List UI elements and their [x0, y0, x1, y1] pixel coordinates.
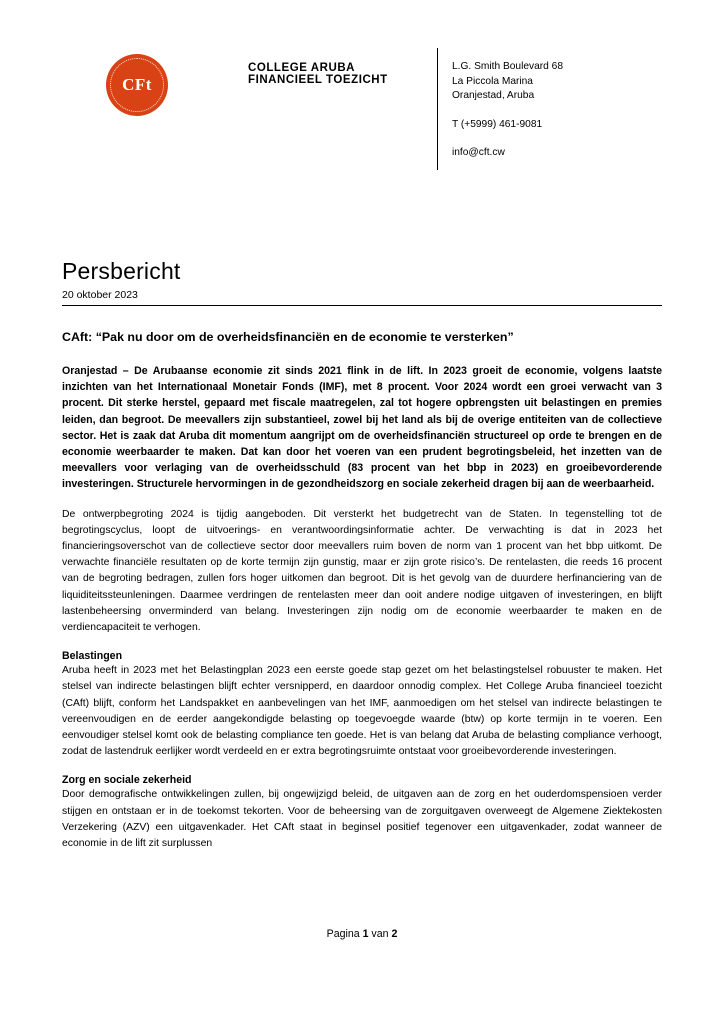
address-spacer	[452, 104, 662, 118]
lead-paragraph: Oranjestad – De Arubaanse economie zit sinds 2021 flink in de lift. In 2023 groeit de economie, volgens laatste inzichten van het Internationaal Monetair Fonds (IMF), met 8 procent. Voor 2024 wordt een groei verwacht van 3 procent. Dit sterke herstel, gepaard met fiscale maatregelen, zal tot hogere opbrengsten uit belastingen en premies leiden, dan begroot. De meevallers zijn substantieel, zowel bij het land als bij de overige entiteiten van de collectieve sector. Het is zaak dat Aruba dit momentum aangrijpt om de overheidsfinanciën structureel op orde te brengen en de economie weerbaarder te maken. Dat kan door het voeren van een prudent begrotingsbeleid, het inzetten van de meevallers voor verlaging van de overheidsschuld (83 procent van het bbp in 2023) en groeibevorderende investeringen. Structurele hervormingen in de gezondheidszorg en sociale zekerheid dragen bij aan de weerbaarheid.	[62, 365, 662, 491]
headline: CAft: “Pak nu door om de overheidsfinanciën en de economie te versterken”	[62, 330, 514, 344]
logo-text: CFt	[122, 75, 152, 94]
document-content	[0, 258, 724, 852]
phone-number: T (+5999) 461-9081	[452, 118, 543, 130]
address-line-3: Oranjestad, Aruba	[452, 90, 535, 101]
document-date: 20 oktober 2023	[62, 289, 138, 301]
footer-middle: van	[368, 928, 392, 940]
title-divider	[62, 305, 662, 306]
letterhead	[0, 0, 724, 170]
section-heading-belastingen: Belastingen	[62, 650, 123, 663]
organization-name: COLLEGE ARUBA FINANCIEEL TOEZICHT	[248, 62, 388, 86]
section-heading-zorg-en-sociale-zekerheid: Zorg en sociale zekerheid	[62, 774, 192, 787]
section-body-zorg-en-sociale-zekerheid: Door demografische ontwikkelingen zullen, bij ongewijzigd beleid, de uitgaven aan de zorg en het ouderdomspensioen verder stijgen en ontstaan er in de toekomst tekorten. Voor de beheersing van de zorguitgaven overweegt de Algemene Ziektekosten Verzekering (AZV) een uitgavenkader. Het CAft staat in beginsel positief tegenover een uitgavenkader, zodat wanneer de economie in de lift zit surplussen	[62, 789, 662, 850]
cft-logo-icon	[106, 54, 168, 116]
page-title: Persbericht	[62, 258, 181, 284]
body-paragraph-1: De ontwerpbegroting 2024 is tijdig aangeboden. Dit versterkt het budgetrecht van de Staten. In tegenstelling tot de begrotingscyclus, loopt de uitvoerings- en verantwoordingsinformatie achter. De verwachting is dat in 2023 het financieringsoverschot van de collectieve sector door meevallers ruim boven de norm van 1 procent van het bbp uitkomt. De verwachte financiële resultaten op de korte termijn zijn gunstig, maar er zijn grote risico’s. De rentelasten, die reeds 16 procent van de begroting bedragen, zullen fors hoger uitkomen dan begroot. Dit is het gevolg van de duurdere herfinanciering van de liquiditeitssteunleningen. Daarmee verdringen de rentelasten meer dan ooit andere nodige uitgaven of investeringen, en blijft lastenbeheersing onverminderd van belang. Investeringen zijn nodig om de economie weerbaarder te maken en de verdiencapaciteit te verhogen.	[62, 508, 662, 634]
address-line-2: La Piccola Marina	[452, 75, 533, 87]
footer-current-page: 1	[362, 928, 369, 940]
email-address[interactable]: info@cft.cw	[452, 147, 505, 158]
page-footer	[0, 928, 724, 940]
footer-prefix: Pagina	[326, 928, 363, 940]
section-body-belastingen: Aruba heeft in 2023 met het Belastingplan 2023 een eerste goede stap gezet om het belastingstelsel robuuster te maken. Het stelsel van indirecte belastingen blijft echter versnipperd, en daardoor onnodig complex. Het College Aruba financieel toezicht (CAft) blijft, conform het Landspakket en aanbevelingen van het IMF, aanmoedigen om het stelsel van indirecte belastingen te vereenvoudigen en de eerder aangekondigde belasting op toegevoegde waarde (btw) op korte termijn in te voeren. Een eenvoudiger stelsel komt ook de belasting compliance ten goede. Het is van belang dat Aruba de belasting compliance verhoogt, zodat de lastendruk eerlijker wordt verdeeld en er extra begrotingsruimte ontstaat voor groeibevorderende investeringen.	[62, 665, 662, 758]
phone-spacer	[452, 132, 662, 146]
footer-total-pages: 2	[391, 928, 398, 940]
address-block	[437, 48, 662, 170]
logo-container	[62, 48, 212, 116]
address-line-1: L.G. Smith Boulevard 68	[452, 61, 563, 72]
